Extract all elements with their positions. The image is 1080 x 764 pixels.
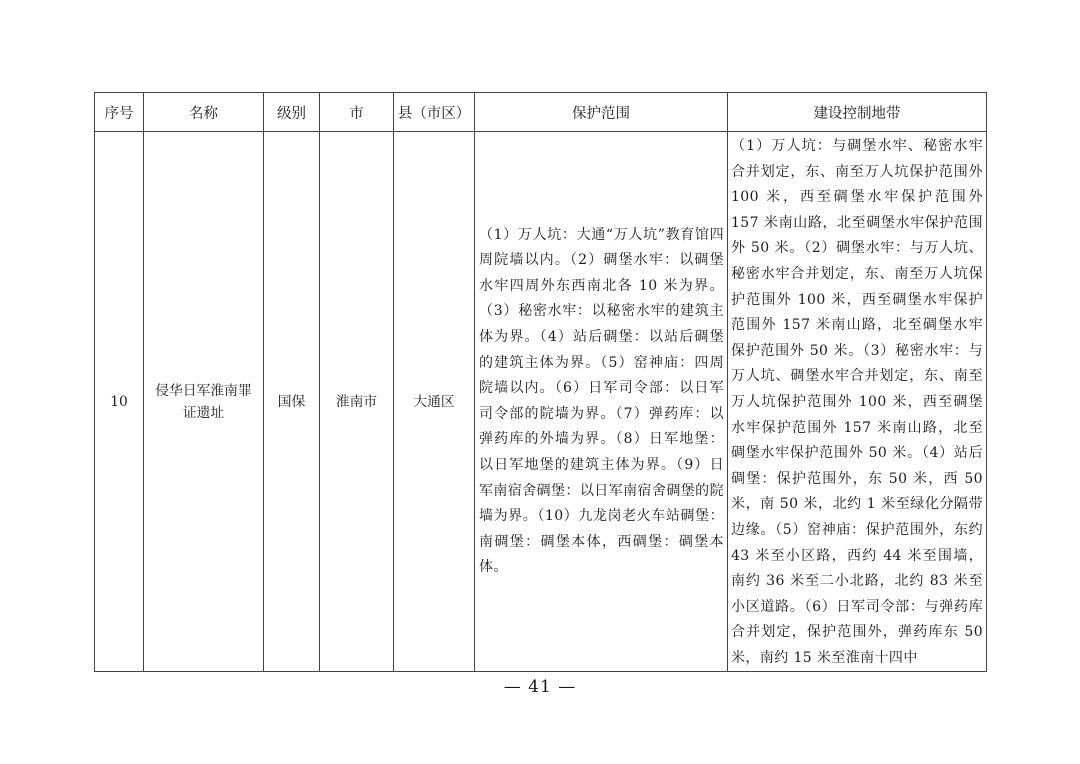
cell-index: 10	[95, 132, 144, 672]
header-index: 序号	[95, 93, 144, 132]
cell-protection-scope	[475, 132, 728, 672]
protection-scope-text: （1）万人坑：大通“万人坑”教育馆四周院墙以内。（2）碉堡水牢：以碉堡水牢四周外东西南北各 10 米为界。（3）秘密水牢：以秘密水牢的建筑主体为界。（4）站后碉堡：以站后碉堡的建筑主体为界。（5）窑神庙：四周院墙以内。（6）日军司令部：以日军司令部的院墙为界。（7）弹药库：以弹药库的外墙为界。（8）日军地堡：以日军地堡的建筑主体为界。（9）日军南宿舍碉堡：以日军南宿舍碉堡的院墙为界。（10）九龙岗老火车站碉堡：南碉堡：碉堡本体，西碉堡：碉堡本体。	[479, 226, 724, 576]
header-level: 级别	[264, 93, 320, 132]
header-protection-scope: 保护范围	[475, 93, 728, 132]
table-header-row	[95, 93, 987, 132]
cell-name	[144, 132, 264, 672]
cell-construction-control-zone	[728, 132, 987, 672]
header-name: 名称	[144, 93, 264, 132]
header-construction-control-zone: 建设控制地带	[728, 93, 987, 132]
header-county: 县（市区）	[394, 93, 475, 132]
table-row	[95, 132, 987, 672]
site-name: 侵华日军淮南罪证遗址	[155, 382, 252, 421]
page-number: — 41 —	[503, 677, 577, 697]
heritage-sites-table	[94, 92, 987, 672]
cell-city: 淮南市	[320, 132, 394, 672]
cell-county: 大通区	[394, 132, 475, 672]
cell-level: 国保	[264, 132, 320, 672]
header-city: 市	[320, 93, 394, 132]
construction-control-zone-text: （1）万人坑：与碉堡水牢、秘密水牢合并划定，东、南至万人坑保护范围外 100 米，西至碉堡水牢保护范围外 157 米南山路，北至碉堡水牢保护范围外 50 米。（2）碉堡水牢：与万人坑、秘密水牢合并划定，东、南至万人坑保护范围外 100 米，西至碉堡水牢保护范围外 157 米南山路，北至碉堡水牢保护范围外 50 米。（3）秘密水牢：与万人坑、碉堡水牢合并划定，东、南至万人坑保护范围外 100 米，西至碉堡水牢保护范围外 157 米南山路，北至碉堡水牢保护范围外 50 米。（4）站后碉堡：保护范围外，东 50 米，西 50 米，南 50 米，北约 1 米至绿化分隔带边缘。（5）窑神庙：保护范围外，东约 43 米至小区路，西约 44 米至围墙，南约 36 米至二小北路，北约 83 米至小区道路。（6）日军司令部：与弹药库合并划定，保护范围外，弹药库东 50 米，南约 15 米至淮南十四中	[731, 138, 983, 666]
